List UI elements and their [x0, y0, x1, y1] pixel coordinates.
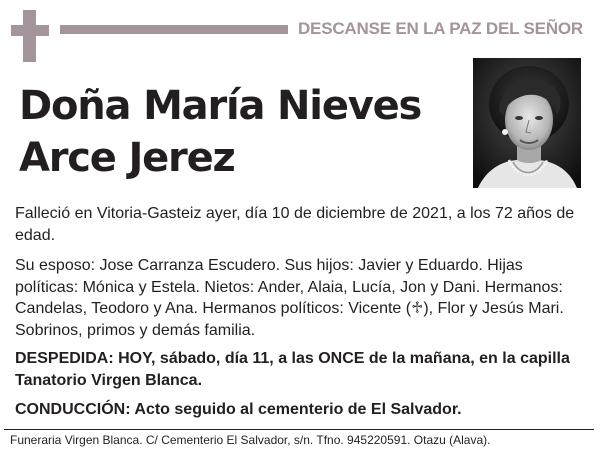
- funeral-home-info: Funeraria Virgen Blanca. C/ Cementerio El Salvador, s/n. Tfno. 945220591. Otazu (Alava).: [10, 433, 491, 447]
- procession-info: CONDUCCIÓN: Acto seguido al cementerio de El Salvador.: [15, 401, 462, 418]
- header-rule: [60, 25, 288, 34]
- cross-icon: [11, 10, 49, 62]
- portrait-photo: [473, 58, 581, 188]
- deceased-name-line2: Arce Jerez: [19, 135, 235, 181]
- family-list: Su esposo: Jose Carranza Escudero. Sus hijos: Javier y Eduardo. Hijas políticas: Mónica y Estela. Nietos: Ander, Alaia, Lucía, Jon y Dani. Hermanos: Candelas, Teodoro y Ana. Hermanos políticos: Vicente (♱), Flor y Jesús Mari. Sobrinos, primos y demás familia.: [15, 257, 564, 339]
- death-notice: Falleció en Vitoria-Gasteiz ayer, día 10 de diciembre de 2021, a los 72 años de edad.: [15, 205, 575, 244]
- farewell-info: DESPEDIDA: HOY, sábado, día 11, a las ONCE de la mañana, en la capilla Tanatorio Virgen Blanca.: [15, 350, 570, 389]
- footer-divider: [4, 429, 594, 430]
- deceased-name-line1: Doña María Nieves: [19, 83, 422, 129]
- deceased-name: [19, 80, 459, 184]
- header-title: DESCANSE EN LA PAZ DEL SEÑOR: [297, 19, 583, 38]
